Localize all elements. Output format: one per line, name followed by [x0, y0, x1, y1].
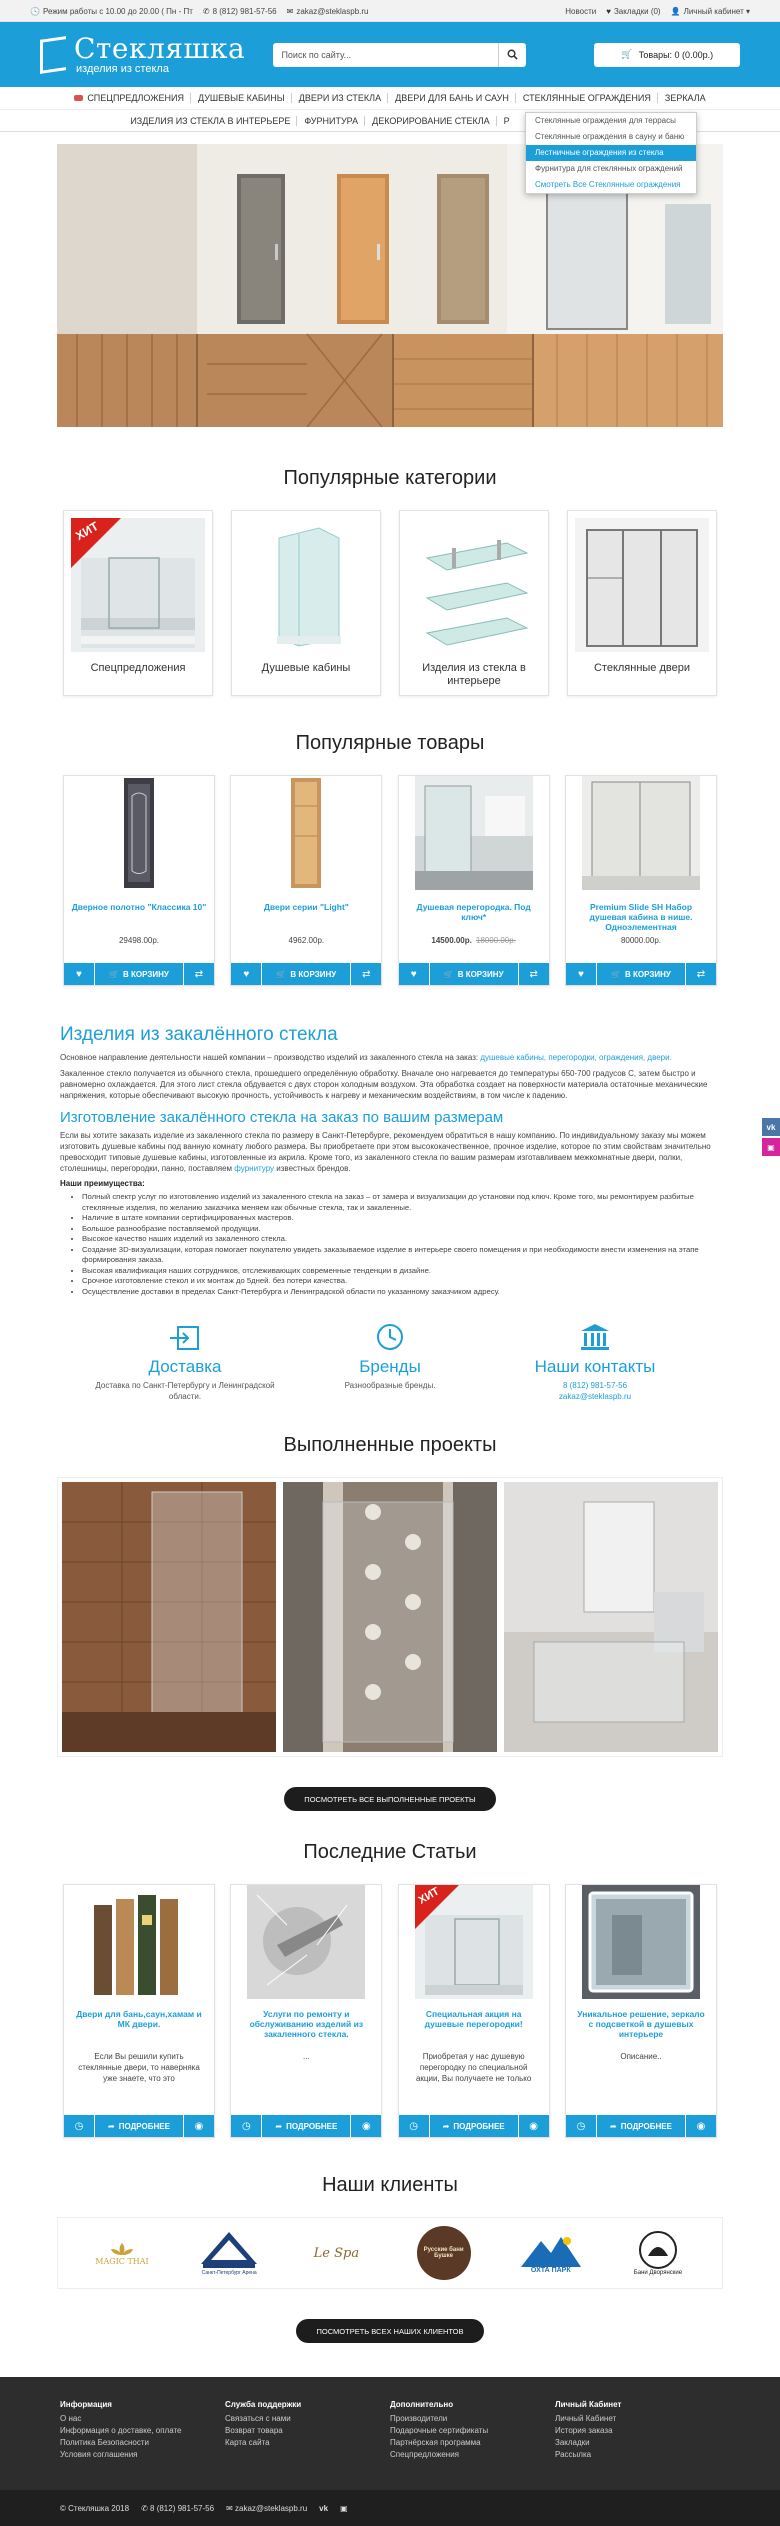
vk-icon[interactable]: vk — [319, 2503, 329, 2513]
category-name: Стеклянные двери — [593, 662, 691, 674]
eye-icon: ◉ — [194, 2120, 204, 2132]
social-sidebar — [762, 1118, 780, 1158]
footer-link[interactable]: Рассылка — [555, 2450, 592, 2459]
footer-link[interactable]: Политика Безопасности — [60, 2438, 149, 2447]
footer-phone[interactable]: ✆ 8 (812) 981-57-56 — [141, 2503, 215, 2513]
okhta-icon — [521, 2233, 581, 2267]
cart-icon: 🛒 — [621, 49, 633, 59]
view-button[interactable] — [519, 2115, 549, 2137]
view-button[interactable] — [686, 2115, 716, 2137]
menu-item-hardware[interactable]: ФУРНИТУРА — [297, 110, 365, 132]
feature-desc: Доставка по Санкт-Петербургу и Ленинградской области. — [95, 1381, 275, 1401]
instagram-icon[interactable]: ▣ — [762, 1138, 780, 1156]
cart-icon: 🛒 — [443, 969, 454, 979]
article-card — [398, 1884, 550, 2138]
menu-item-glass-railings[interactable]: СТЕКЛЯННЫЕ ОГРАЖДЕНИЯ — [516, 87, 658, 109]
footer-link[interactable]: Подарочные сертификаты — [390, 2426, 489, 2435]
about-title: Изделия из закалённого стекла — [60, 1024, 338, 1045]
category-image — [239, 518, 373, 652]
list-item: • Большое разнообразие поставляемой продукции. — [82, 1224, 720, 1235]
article-actions — [64, 2115, 214, 2137]
footer-link[interactable]: Информация о доставке, оплате — [60, 2426, 182, 2435]
footer-email[interactable]: ✉ zakaz@steklaspb.ru — [226, 2503, 308, 2513]
instagram-icon[interactable]: ▣ — [340, 2503, 348, 2513]
feature-delivery — [90, 1321, 280, 1402]
products-grid — [63, 775, 717, 986]
product-image[interactable] — [582, 776, 700, 890]
category-card[interactable] — [399, 510, 549, 696]
article-actions — [566, 2115, 716, 2137]
product-name[interactable]: Душевая перегородка. Под ключ* — [416, 902, 531, 922]
project-photo[interactable] — [283, 1482, 497, 1752]
footer-link[interactable]: Спецпредложения — [390, 2450, 459, 2459]
footer-link[interactable]: Связаться с нами — [225, 2414, 291, 2423]
client-logo[interactable]: Русские бани Бушке — [404, 2222, 484, 2284]
copyright-bar — [0, 2490, 780, 2526]
compare-icon: ⇄ — [362, 968, 371, 980]
cart-button[interactable]: 🛒 Товары: 0 (0.00р.) — [594, 43, 740, 67]
features-row — [90, 1321, 690, 1402]
heart-icon: ♥ — [606, 6, 611, 16]
client-logo[interactable]: Бани Дворянские — [618, 2222, 698, 2284]
add-to-cart-button[interactable]: 🛒 В КОРЗИНУ — [94, 963, 184, 985]
bookmark-button[interactable] — [566, 963, 596, 985]
client-logo[interactable]: Le Spa — [313, 2245, 360, 2261]
footer-link[interactable]: Производители — [390, 2414, 448, 2423]
phone-icon: ✆ — [141, 2503, 148, 2513]
time-button[interactable] — [231, 2115, 261, 2137]
product-price: 4962.00р. — [288, 936, 325, 945]
client-logo[interactable]: MAGIC THAI — [82, 2222, 162, 2284]
share-icon: ➦ — [108, 2121, 115, 2131]
logo-icon — [40, 36, 66, 74]
article-desc: ... — [302, 2052, 310, 2061]
products-title: Популярные товары — [295, 732, 485, 754]
product-price: 80000.00р. — [620, 936, 661, 945]
menu-item-mirrors[interactable]: ЗЕРКАЛА — [664, 93, 706, 103]
footer-link[interactable]: Карта сайта — [225, 2438, 270, 2447]
add-to-cart-button[interactable]: 🛒 В КОРЗИНУ — [261, 963, 351, 985]
article-card — [565, 1884, 717, 2138]
eye-icon: ◉ — [361, 2120, 371, 2132]
product-actions — [566, 963, 716, 985]
advantages-title: Наши преимущества: — [60, 1179, 145, 1188]
article-image[interactable] — [582, 1885, 700, 1999]
heart-icon: ♥ — [76, 968, 82, 980]
list-item: • Создание 3D-визуализации, которая помогает покупателю увидеть заказываемое изделие в интерьере своего помещения и при необходимости внести изменения на этапе формирования заказа. — [82, 1245, 720, 1266]
footer-link[interactable]: О нас — [60, 2414, 82, 2423]
dropdown-see-all[interactable]: Смотреть Все Стеклянные ограждения — [535, 180, 681, 189]
product-image[interactable] — [415, 776, 533, 890]
article-card — [230, 1884, 382, 2138]
about-section — [60, 1024, 720, 1297]
logo-title: Стекляшка — [74, 31, 246, 65]
article-desc: Описание.. — [620, 2052, 662, 2061]
list-item: • Срочное изготовление стекол и их монтаж до 5дней. без потери качества. — [82, 1276, 720, 1287]
logo-subtitle: изделия из стекла — [76, 62, 169, 75]
compare-icon: ⇄ — [194, 968, 204, 980]
project-photo[interactable] — [504, 1482, 718, 1752]
hours-text: 🕓 Режим работы с 10.00 до 20.00 ( Пн - Пт — [30, 6, 193, 16]
top-bar — [0, 0, 780, 22]
cart-icon: 🛒 — [276, 969, 287, 979]
view-button[interactable] — [351, 2115, 381, 2137]
product-card — [565, 775, 717, 986]
phone-icon: ✆ — [202, 6, 210, 16]
compare-icon: ⇄ — [529, 968, 538, 980]
product-actions — [399, 963, 549, 985]
article-name[interactable]: Специальная акция на душевые перегородки! — [424, 2009, 523, 2029]
category-name: Изделия из стекла в интерьере — [422, 662, 526, 687]
clock-icon — [376, 1323, 404, 1351]
article-name[interactable]: Двери для бань,саун,хамам и МК двери. — [76, 2009, 202, 2029]
search-input[interactable]: Поиск по сайту... — [273, 43, 498, 67]
menu-item-sauna-doors[interactable]: ДВЕРИ ДЛЯ БАНЬ И САУН — [388, 87, 516, 109]
article-image[interactable] — [415, 1885, 533, 1999]
cart-icon: 🛒 — [611, 969, 622, 979]
bank-icon — [580, 1323, 610, 1351]
article-desc: Приобретая у нас душевую перегородку по специальной акции, Вы получаете не только — [415, 2052, 532, 2083]
category-image — [407, 518, 541, 652]
category-name: Спецпредложения — [90, 662, 186, 674]
about-paragraph: Основное направление деятельности нашей компании – производство изделий из закаленного стекла на заказ: душевые кабины, перегородки, ограждения, двери. — [60, 1053, 672, 1062]
vk-icon[interactable]: vk — [762, 1118, 780, 1136]
custom-title: Изготовление закалённого стекла на заказ по вашим размерам — [60, 1109, 504, 1126]
about-paragraph: Если вы хотите заказать изделие из закаленного стекла по размеру в Санкт-Петербурге, рекомендуем обратиться в нашу компанию. По индивидуальному заказу мы можем изготовить душевые кабины под ванную комнату любого размера. Вы приобретаете при этом высококачественное, прочное изделие, которое по этим свойствам значительно превосходит типовые душевые кабины, изготовленные из акрила. Кроме того, из закаленного стекла по вашим размерам изготавливаем межкомнатные двери, полки, столешницы, перегородки, панно, поставляем фурнитуру известных брендов. — [60, 1131, 711, 1173]
caret-down-icon: ▾ — [745, 6, 750, 16]
read-more-button[interactable]: ➦ ПОДРОБНЕЕ — [261, 2115, 351, 2137]
product-card — [63, 775, 215, 986]
footer-col-extra: Дополнительно Производители Подарочные сертификаты Партнёрская программа Спецпредложения — [390, 2399, 555, 2461]
compare-icon: ⇄ — [696, 968, 706, 980]
user-icon: 👤 — [670, 6, 681, 16]
menu-item-specials[interactable]: СПЕЦПРЕДЛОЖЕНИЯ — [67, 87, 191, 109]
bookmark-button[interactable] — [399, 963, 429, 985]
projects-gallery — [57, 1477, 723, 1757]
envelope-icon: ✉ — [226, 2503, 233, 2513]
clock-icon: 🕓 — [30, 6, 40, 16]
bookmark-button[interactable] — [231, 963, 261, 985]
railings-dropdown — [525, 112, 697, 194]
heart-icon: ♥ — [243, 968, 250, 980]
feature-contacts — [500, 1321, 690, 1402]
article-desc: Если Вы решили купить стеклянные двери, то наверняка уже знаете, что это — [78, 2052, 200, 2083]
dropdown-item[interactable]: Стеклянные ограждения для террасы — [535, 116, 676, 125]
clock-icon: ◷ — [576, 2120, 586, 2132]
eye-icon: ◉ — [529, 2120, 539, 2132]
hit-badge: ХИТ — [416, 1885, 442, 1907]
footer-col-info: Информация О нас Информация о доставке, оплате Политика Безопасности Условия соглашения — [60, 2399, 225, 2461]
envelope-icon: ✉ — [286, 6, 294, 16]
clock-icon: ◷ — [409, 2120, 419, 2132]
list-item: • Наличие в штате компании сертифицированных мастеров. — [82, 1213, 720, 1224]
arena-icon — [199, 2230, 259, 2270]
add-to-cart-button[interactable]: 🛒 В КОРЗИНУ — [596, 963, 686, 985]
article-actions — [399, 2115, 549, 2137]
compare-button[interactable] — [686, 963, 716, 985]
footer — [0, 2377, 780, 2490]
share-icon: ➦ — [275, 2121, 283, 2131]
time-button[interactable] — [399, 2115, 429, 2137]
search-button[interactable] — [498, 43, 526, 67]
menu-item-glass-decoration[interactable]: ДЕКОРИРОВАНИЕ СТЕКЛА — [365, 110, 497, 132]
categories-title: Популярные категории — [283, 467, 497, 489]
product-price: 29498.00р. — [118, 936, 160, 945]
delivery-icon — [170, 1325, 200, 1351]
feature-title: Наши контакты — [534, 1357, 656, 1376]
clients-carousel — [57, 2217, 723, 2289]
account-link[interactable]: 👤 Личный кабинет ▾ — [670, 6, 750, 16]
product-card — [230, 775, 382, 986]
menu-item-glass-doors[interactable]: ДВЕРИ ИЗ СТЕКЛА — [292, 87, 388, 109]
client-logo[interactable]: ОХТА ПАРК — [511, 2222, 591, 2284]
heart-icon: ♥ — [410, 968, 417, 980]
category-card[interactable] — [567, 510, 717, 696]
article-card — [63, 1884, 215, 2138]
projects-title: Выполненные проекты — [283, 1434, 497, 1456]
search-icon — [507, 49, 518, 60]
footer-link[interactable]: Партнёрская программа — [390, 2438, 481, 2447]
clock-icon: ◷ — [241, 2120, 251, 2132]
articles-grid — [63, 1884, 717, 2138]
list-item: • Высокое качество наших изделий из закаленного стекла. — [82, 1234, 720, 1245]
cart-icon: 🛒 — [109, 969, 120, 979]
footer-link[interactable]: Возврат товара — [225, 2426, 283, 2435]
contact-phone[interactable]: 8 (812) 981-57-56 — [562, 1381, 628, 1390]
compare-button[interactable] — [184, 963, 214, 985]
share-icon: ➦ — [610, 2121, 617, 2131]
category-card[interactable] — [63, 510, 213, 696]
category-image — [575, 518, 709, 652]
clients-title: Наши клиенты — [322, 2174, 458, 2196]
search-form — [273, 43, 526, 67]
list-item: • Полный спектр услуг по изготовлению изделий из закаленного стекла на заказ – от замера и визуализации до установки под ключ. Кроме того, мы ремонтируем разбитые стеклянные изделия, по желанию заказчика меняем как обычные стекла, так и закаленные. — [82, 1192, 720, 1213]
old-price: 18000.00р. — [475, 936, 516, 945]
advantages-list — [60, 1192, 720, 1297]
article-name[interactable]: Уникальное решение, зеркало с подсветкой в душевых интерьере — [577, 2009, 705, 2039]
product-card — [398, 775, 550, 986]
email-link[interactable]: ✉ zakaz@steklaspb.ru — [286, 6, 369, 16]
list-item: • Высокая квалификация наших сотрудников, отслеживающих современные тенденции в дизайне. — [82, 1266, 720, 1277]
feature-title: Доставка — [148, 1357, 222, 1376]
all-projects-button[interactable]: ПОСМОТРЕТЬ ВСЕ ВЫПОЛНЕННЫЕ ПРОЕКТЫ — [284, 1787, 496, 1811]
feature-title: Бренды — [359, 1357, 421, 1376]
header — [0, 22, 780, 87]
bookmarks-link[interactable]: ♥ Закладки (0) — [606, 6, 661, 16]
copyright-text: © Стекляшка 2018 — [60, 2503, 130, 2513]
lotus-icon — [107, 2241, 137, 2257]
product-name[interactable]: Дверное полотно "Классика 10" — [71, 902, 207, 912]
article-actions — [231, 2115, 381, 2137]
feature-brands — [295, 1321, 485, 1402]
list-item: • Осуществление доставки в пределах Санкт-Петербурга и Ленинградской области по указанному заказчиком адресу. — [82, 1287, 720, 1298]
read-more-button[interactable]: ➦ ПОДРОБНЕЕ — [429, 2115, 519, 2137]
footer-col-account: Личный Кабинет Личный Кабинет История заказа Закладки Рассылка — [555, 2399, 720, 2461]
product-name[interactable]: Premium Slide SH Набор душевая кабина в нише. Одноэлементная — [589, 902, 693, 932]
product-image[interactable] — [247, 776, 365, 890]
category-card[interactable] — [231, 510, 381, 696]
compare-button[interactable] — [519, 963, 549, 985]
about-paragraph: Закаленное стекло получается из обычного стекла, прошедшего определённую обработку. Вначале оно нагревается до температуры 650-700 градусов С, затем быстро и равномерно охлаждается. Для этого лист стекла обдувается с двух сторон холодным воздухом. Эта обработка создает на поверхности материала остаточные механические напряжения, которые обеспечивают высокую прочность, устойчивость к нагреву и механическим воздействиям, в том числе к падению. — [60, 1069, 708, 1100]
project-photo[interactable] — [62, 1482, 276, 1752]
article-image[interactable] — [247, 1885, 365, 1999]
dropdown-item-active[interactable]: Лестничные ограждения из стекла — [526, 145, 696, 161]
hit-badge: ХИТ — [73, 518, 101, 544]
product-actions — [231, 963, 381, 985]
product-name[interactable]: Двери серии "Light" — [263, 902, 349, 912]
footer-link[interactable]: Условия соглашения — [60, 2450, 138, 2459]
all-clients-button[interactable]: ПОСМОТРЕТЬ ВСЕХ НАШИХ КЛИЕНТОВ — [296, 2319, 484, 2343]
dropdown-item[interactable]: Фурнитура для стеклянных ограждений — [535, 164, 683, 173]
product-image[interactable] — [80, 776, 198, 890]
footer-link[interactable]: История заказа — [555, 2426, 613, 2435]
share-icon: ➦ — [442, 2121, 450, 2131]
menu-item-interior-glass[interactable]: ИЗДЕЛИЯ ИЗ СТЕКЛА В ИНТЕРЬЕРЕ — [123, 110, 297, 132]
footer-col-support: Служба поддержки Связаться с нами Возврат товара Карта сайта — [225, 2399, 390, 2461]
hardware-link[interactable]: фурнитуру — [234, 1164, 275, 1173]
menu-item-more[interactable]: Р — [503, 115, 510, 126]
read-more-button[interactable]: ➦ ПОДРОБНЕЕ — [596, 2115, 686, 2137]
bath-house-icon — [636, 2230, 680, 2270]
menu-item-shower-cabins[interactable]: ДУШЕВЫЕ КАБИНЫ — [191, 87, 292, 109]
view-button[interactable] — [184, 2115, 214, 2137]
phone-link[interactable]: ✆ 8 (812) 981-57-56 — [202, 6, 277, 16]
heart-icon: ♥ — [578, 968, 584, 980]
eye-icon: ◉ — [696, 2120, 706, 2132]
feature-desc: Разнообразные бренды. — [344, 1381, 436, 1390]
compare-button[interactable] — [351, 963, 381, 985]
footer-link[interactable]: Закладки — [555, 2438, 590, 2447]
client-logo[interactable]: Санкт-Петербург Арена — [189, 2222, 269, 2284]
articles-title: Последние Статьи — [303, 1841, 477, 1863]
category-name: Душевые кабины — [261, 662, 351, 674]
news-link[interactable]: Новости — [565, 6, 597, 16]
tag-icon — [74, 95, 83, 101]
add-to-cart-button[interactable]: 🛒 В КОРЗИНУ — [429, 963, 519, 985]
logo[interactable] — [40, 31, 255, 75]
article-image[interactable] — [80, 1885, 198, 1999]
time-button[interactable] — [64, 2115, 94, 2137]
contact-email[interactable]: zakaz@steklaspb.ru — [558, 1392, 632, 1401]
time-button[interactable] — [566, 2115, 596, 2137]
product-price: 14500.00р. 18000.00р. — [431, 936, 516, 945]
product-actions — [64, 963, 214, 985]
category-links[interactable]: душевые кабины, перегородки, ограждения, двери. — [480, 1053, 672, 1062]
article-name[interactable]: Услуги по ремонту и обслуживанию изделий из закаленного стекла. — [249, 2009, 364, 2039]
categories-grid — [63, 510, 717, 696]
clock-icon: ◷ — [74, 2120, 84, 2132]
read-more-button[interactable]: ➦ ПОДРОБНЕЕ — [94, 2115, 184, 2137]
footer-link[interactable]: Личный Кабинет — [555, 2414, 617, 2423]
dropdown-item[interactable]: Стеклянные ограждения в сауну и баню — [535, 132, 685, 141]
category-image — [71, 518, 205, 652]
bookmark-button[interactable] — [64, 963, 94, 985]
